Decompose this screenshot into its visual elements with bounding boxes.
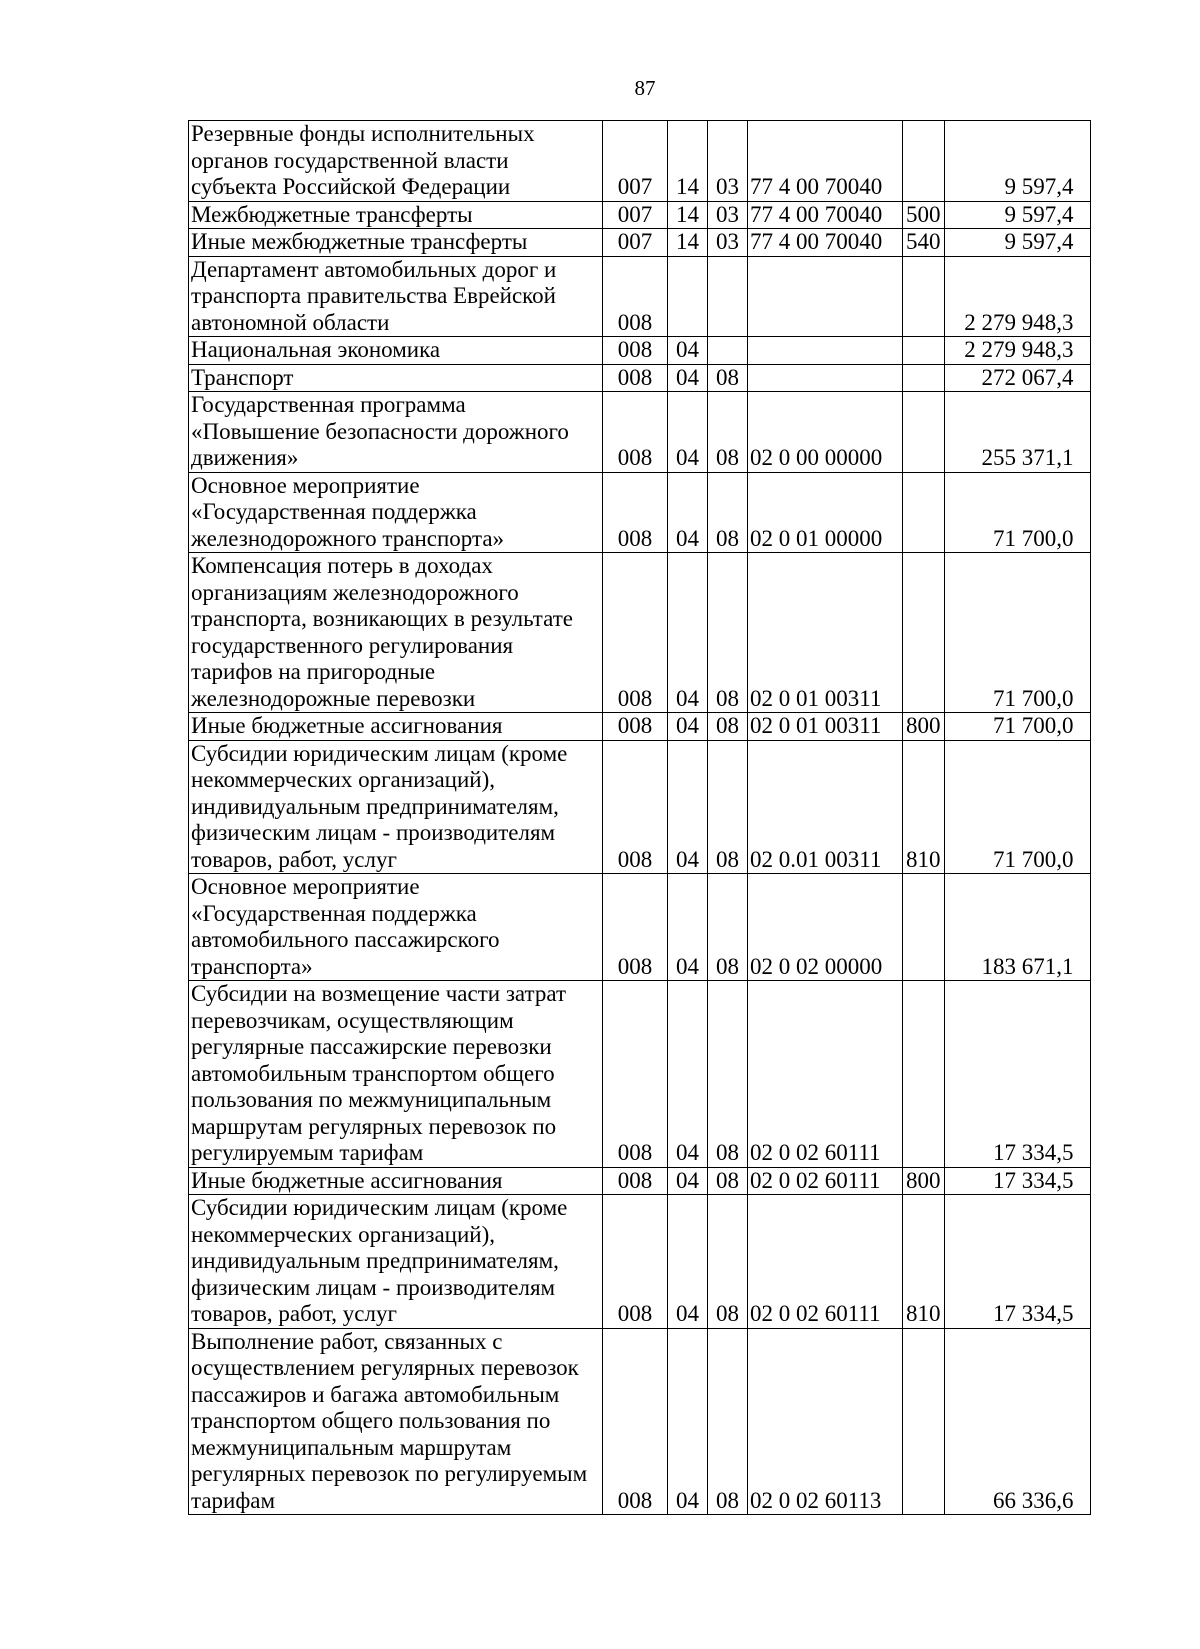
section-code-cell: 14 (668, 229, 708, 257)
expense-type-cell: 540 (903, 229, 945, 257)
item-name-line: регулярных перевозок по регулируемым (191, 1461, 588, 1486)
target-article-cell: 02 0 02 60113 (748, 1328, 903, 1515)
ministry-code-cell: 008 (603, 337, 668, 365)
amount-cell: 272 067,4 (944, 364, 1090, 392)
item-name-line: товаров, работ, услуг (191, 846, 397, 872)
item-name-line: Субсидии юридическим лицам (кроме (191, 740, 568, 766)
section-code-cell: 04 (668, 713, 708, 741)
target-article-cell: 77 4 00 70040 (748, 229, 903, 257)
item-name-line: тарифам (191, 1487, 276, 1513)
item-name-line: перевозчикам, осуществляющим (191, 1007, 514, 1033)
item-name-line: «Государственная поддержка (191, 499, 477, 524)
ministry-code-cell: 008 (603, 1167, 668, 1195)
subsection-code-cell: 08 (708, 1195, 748, 1329)
amount-cell: 17 334,5 (944, 1195, 1090, 1329)
amount-cell: 17 334,5 (944, 1167, 1090, 1195)
target-article-cell (748, 337, 903, 365)
item-name-line: Субсидии юридическим лицам (кроме (191, 1195, 568, 1220)
section-code-cell: 04 (668, 1195, 708, 1329)
amount-cell: 17 334,5 (944, 981, 1090, 1168)
item-name-line: транспортом общего пользования по (191, 1408, 551, 1433)
target-article-cell (748, 256, 903, 337)
target-article-cell: 02 0 02 60111 (748, 1167, 903, 1195)
expense-type-cell (903, 553, 945, 713)
ministry-code-cell: 008 (603, 740, 668, 874)
table-row (189, 713, 1091, 741)
section-code-cell: 14 (668, 121, 708, 202)
item-name-line: автомобильным транспортом общего (191, 1060, 555, 1086)
target-article-cell: 02 0 02 60111 (748, 1195, 903, 1329)
item-name-line: «Повышение безопасности дорожного (191, 418, 569, 444)
item-name-line: органов государственной власти (191, 147, 509, 173)
amount-cell: 2 279 948,3 (944, 256, 1090, 337)
subsection-code-cell (708, 256, 748, 337)
section-code-cell: 04 (668, 392, 708, 473)
item-name-cell (189, 256, 603, 337)
amount-cell: 71 700,0 (944, 553, 1090, 713)
item-name-line: товаров, работ, услуг (191, 1301, 397, 1326)
section-code-cell: 14 (668, 201, 708, 229)
item-name-cell (189, 1328, 603, 1515)
item-name-cell (189, 740, 603, 874)
target-article-cell: 77 4 00 70040 (748, 121, 903, 202)
table-row (189, 201, 1091, 229)
item-name-line: Компенсация потерь в доходах (191, 553, 493, 578)
section-code-cell: 04 (668, 472, 708, 553)
ministry-code-cell: 008 (603, 1195, 668, 1329)
table-row (189, 256, 1091, 337)
subsection-code-cell: 08 (708, 1167, 748, 1195)
expense-type-cell: 500 (903, 201, 945, 229)
section-code-cell (668, 256, 708, 337)
page-number: 87 (634, 76, 656, 100)
table-row (189, 472, 1091, 553)
item-name-line: транспорта правительства Еврейской (191, 283, 556, 308)
table-row (189, 1328, 1091, 1515)
subsection-code-cell: 08 (708, 874, 748, 981)
amount-cell: 9 597,4 (944, 121, 1090, 202)
item-name-line: пассажиров и багажа автомобильным (191, 1381, 560, 1407)
table-row (189, 874, 1091, 981)
item-name-line: некоммерческих организаций), (191, 1221, 496, 1247)
item-name-line: автономной области (191, 309, 390, 335)
section-code-cell: 04 (668, 1167, 708, 1195)
item-name-line: физическим лицам - производителям (191, 1274, 556, 1300)
table-row (189, 981, 1091, 1168)
amount-cell: 66 336,6 (944, 1328, 1090, 1515)
amount-cell: 9 597,4 (944, 229, 1090, 257)
amount-cell: 255 371,1 (944, 392, 1090, 473)
subsection-code-cell: 08 (708, 392, 748, 473)
subsection-code-cell: 03 (708, 201, 748, 229)
item-name-line: железнодорожного транспорта» (191, 525, 505, 551)
target-article-cell: 02 0.01 00311 (748, 740, 903, 874)
amount-cell: 183 671,1 (944, 874, 1090, 981)
item-name-line: Иные бюджетные ассигнования (191, 713, 503, 738)
table-row (189, 1195, 1091, 1329)
item-name-line: Иные бюджетные ассигнования (191, 1167, 503, 1193)
section-code-cell: 04 (668, 1328, 708, 1515)
expense-type-cell: 810 (903, 740, 945, 874)
amount-cell: 2 279 948,3 (944, 337, 1090, 365)
section-code-cell: 04 (668, 553, 708, 713)
section-code-cell: 04 (668, 981, 708, 1168)
table-row (189, 121, 1091, 202)
expense-type-cell (903, 981, 945, 1168)
item-name-line: некоммерческих организаций), (191, 767, 496, 792)
ministry-code-cell: 008 (603, 364, 668, 392)
item-name-line: физическим лицам - производителям (191, 820, 556, 845)
budget-table (188, 120, 1091, 1515)
table-row (189, 337, 1091, 365)
item-name-line: маршрутам регулярных перевозок по (191, 1113, 557, 1139)
section-code-cell: 04 (668, 874, 708, 981)
item-name-line: Департамент автомобильных дорог и (191, 256, 557, 282)
section-code-cell: 04 (668, 740, 708, 874)
amount-cell: 9 597,4 (944, 201, 1090, 229)
table-row (189, 1167, 1091, 1195)
item-name-line: Национальная экономика (191, 337, 441, 362)
subsection-code-cell: 08 (708, 472, 748, 553)
expense-type-cell (903, 1328, 945, 1515)
item-name-line: индивидуальным предпринимателям, (191, 1248, 559, 1273)
expense-type-cell (903, 472, 945, 553)
ministry-code-cell: 008 (603, 1328, 668, 1515)
item-name-cell (189, 121, 603, 202)
table-row (189, 553, 1091, 713)
item-name-cell (189, 1195, 603, 1329)
item-name-line: Основное мероприятие (191, 874, 420, 899)
ministry-code-cell: 008 (603, 256, 668, 337)
item-name-cell (189, 392, 603, 473)
item-name-line: пользования по межмуниципальным (191, 1087, 552, 1112)
item-name-line: «Государственная поддержка (191, 900, 477, 926)
item-name-line: регулируемым тарифам (191, 1140, 424, 1165)
subsection-code-cell: 08 (708, 981, 748, 1168)
section-code-cell: 04 (668, 337, 708, 365)
item-name-line: Выполнение работ, связанных с (191, 1328, 503, 1354)
item-name-cell (189, 229, 603, 257)
item-name-cell (189, 337, 603, 365)
amount-cell: 71 700,0 (944, 713, 1090, 741)
expense-type-cell: 800 (903, 713, 945, 741)
ministry-code-cell: 008 (603, 472, 668, 553)
item-name-line: транспорта» (191, 953, 313, 979)
ministry-code-cell: 007 (603, 121, 668, 202)
item-name-line: железнодорожные перевозки (191, 685, 476, 711)
subsection-code-cell: 03 (708, 229, 748, 257)
target-article-cell: 02 0 01 00311 (748, 713, 903, 741)
item-name-cell (189, 472, 603, 553)
ministry-code-cell: 008 (603, 553, 668, 713)
item-name-line: Межбюджетные трансферты (191, 201, 473, 227)
expense-type-cell (903, 337, 945, 365)
target-article-cell: 02 0 02 00000 (748, 874, 903, 981)
subsection-code-cell: 08 (708, 1328, 748, 1515)
expense-type-cell (903, 364, 945, 392)
item-name-cell (189, 1167, 603, 1195)
subsection-code-cell: 08 (708, 713, 748, 741)
section-code-cell: 04 (668, 364, 708, 392)
expense-type-cell (903, 121, 945, 202)
target-article-cell (748, 364, 903, 392)
subsection-code-cell: 03 (708, 121, 748, 202)
ministry-code-cell: 007 (603, 229, 668, 257)
expense-type-cell: 800 (903, 1167, 945, 1195)
item-name-cell (189, 713, 603, 741)
expense-type-cell (903, 392, 945, 473)
table-row (189, 740, 1091, 874)
target-article-cell: 02 0 01 00000 (748, 472, 903, 553)
subsection-code-cell (708, 337, 748, 365)
ministry-code-cell: 008 (603, 874, 668, 981)
item-name-line: Государственная программа (191, 392, 466, 417)
subsection-code-cell: 08 (708, 740, 748, 874)
ministry-code-cell: 007 (603, 201, 668, 229)
item-name-line: индивидуальным предпринимателям, (191, 793, 559, 819)
item-name-line: осуществлением регулярных перевозок (191, 1355, 579, 1380)
item-name-line: организациям железнодорожного (191, 579, 519, 605)
item-name-line: регулярные пассажирские перевозки (191, 1034, 552, 1059)
table-row (189, 392, 1091, 473)
ministry-code-cell: 008 (603, 981, 668, 1168)
ministry-code-cell: 008 (603, 392, 668, 473)
item-name-line: субъекта Российской Федерации (191, 174, 511, 199)
item-name-line: Иные межбюджетные трансферты (191, 229, 528, 254)
item-name-line: транспорта, возникающих в результате (191, 606, 573, 631)
target-article-cell: 02 0 01 00311 (748, 553, 903, 713)
subsection-code-cell: 08 (708, 553, 748, 713)
item-name-cell (189, 874, 603, 981)
amount-cell: 71 700,0 (944, 740, 1090, 874)
item-name-line: Субсидии на возмещение части затрат (191, 981, 567, 1006)
expense-type-cell (903, 874, 945, 981)
item-name-cell (189, 981, 603, 1168)
item-name-line: автомобильного пассажирского (191, 927, 500, 952)
ministry-code-cell: 008 (603, 713, 668, 741)
table-row (189, 229, 1091, 257)
target-article-cell: 77 4 00 70040 (748, 201, 903, 229)
expense-type-cell: 810 (903, 1195, 945, 1329)
item-name-line: государственного регулирования (191, 632, 514, 658)
item-name-cell (189, 201, 603, 229)
item-name-line: тарифов на пригородные (191, 659, 436, 684)
item-name-cell (189, 553, 603, 713)
item-name-line: межмуниципальным маршрутам (191, 1434, 512, 1460)
item-name-line: движения» (191, 445, 299, 470)
table-body (189, 121, 1091, 1515)
item-name-line: Резервные фонды исполнительных (191, 121, 535, 146)
target-article-cell: 02 0 00 00000 (748, 392, 903, 473)
subsection-code-cell: 08 (708, 364, 748, 392)
item-name-line: Транспорт (191, 364, 294, 390)
item-name-line: Основное мероприятие (191, 472, 420, 498)
item-name-cell (189, 364, 603, 392)
expense-type-cell (903, 256, 945, 337)
table-row (189, 364, 1091, 392)
amount-cell: 71 700,0 (944, 472, 1090, 553)
target-article-cell: 02 0 02 60111 (748, 981, 903, 1168)
